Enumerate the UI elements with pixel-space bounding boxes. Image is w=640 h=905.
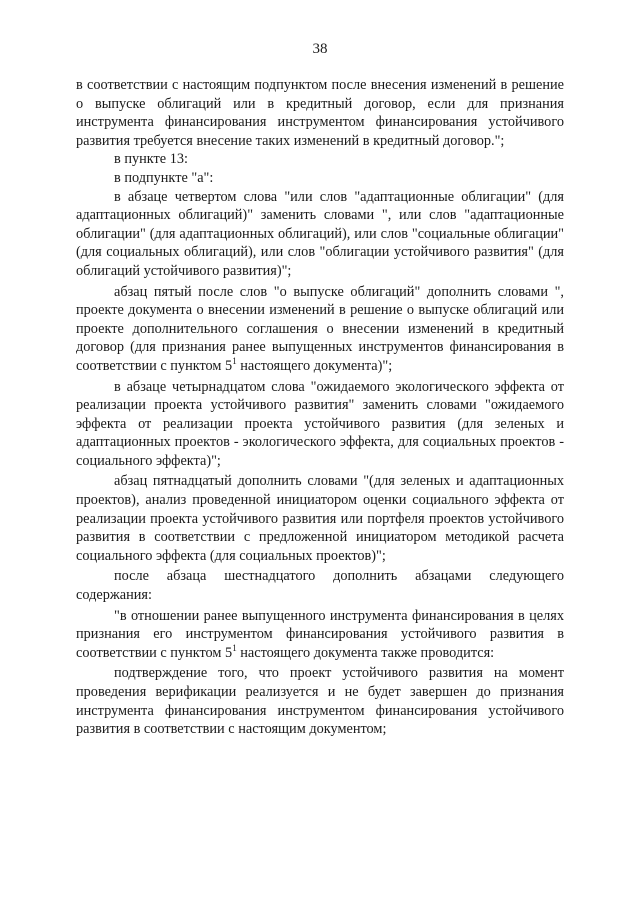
superscript-1: 1 xyxy=(232,643,237,654)
paragraph-continuation: в соответствии с настоящим подпунктом после внесения изменений в решение о выпуске облигаций или в кредитный договор, если для признания инструмента финансирования инструментом финансирования устойчивого развития требуется внесение таких изменений в кредитный договор."; xyxy=(76,77,564,149)
paragraph-verification: подтверждение того, что проект устойчивого развития на момент проведения верификации реализуется и не будет завершен до признания инструмента финансирования инструментом финансирования устойчивого развития в соответствии с настоящим документом; xyxy=(76,665,564,738)
paragraph-abzac-15: абзац пятнадцатый дополнить словами "(для зеленых и адаптационных проектов), анализ проведенной инициатором оценки социального эффекта от реализации проекта устойчивого развития или портфеля проектов устойчивого развития в соответствии с предложенной инициатором методикой расчета социального эффекта (для социальных проектов)"; xyxy=(76,473,564,564)
paragraph-abzac-5-tail: настоящего документа)"; xyxy=(236,357,393,374)
paragraph-abzac-5 xyxy=(76,283,564,376)
paragraph-abzac-4: в абзаце четвертом слова "или слов "адаптационные облигации" (для адаптационных облигаций)" заменить словами ", или слов "адаптационные облигации" (для адаптационных облигаций), или слов "социальные облигации" (для социальных облигаций), или слов "облигации устойчивого развития" (для облигаций устойчивого развития)"; xyxy=(76,188,564,279)
page-number: 38 xyxy=(312,41,328,57)
paragraph-quoted-tail: настоящего документа также проводится: xyxy=(236,644,495,661)
paragraph-abzac-14: в абзаце четырнадцатом слова "ожидаемого экологического эффекта от реализации проекта устойчивого развития" заменить словами "ожидаемого эффекта от реализации проекта устойчивого развития (для зеленых и адаптационных проектов - экологического эффекта, для социальных проектов - социального эффекта)"; xyxy=(76,378,564,469)
paragraph-abzac-16: после абзаца шестнадцатого дополнить абзацами следующего содержания: xyxy=(76,568,564,604)
paragraph-subpoint-a: в подпункте "а": xyxy=(114,169,214,186)
paragraph-quoted-start xyxy=(76,607,564,663)
paragraph-abzac-5-text: абзац пятый после слов "о выпуске облигаций" дополнить словами ", проекте документа о внесении изменений в решение о выпуске облигаций или проекте дополнительного соглашения о внесении изменений в кредитный договор (для признания ранее выпущенных инструментов финансирования в соответствии с пунктом 5 xyxy=(76,283,564,374)
paragraph-point-13: в пункте 13: xyxy=(114,151,188,168)
paragraph-quoted-text: "в отношении ранее выпущенного инструмента финансирования в целях признания его инструментом финансирования устойчивого развития в соответствии с пунктом 5 xyxy=(76,607,564,661)
document-body xyxy=(76,76,564,739)
superscript-1: 1 xyxy=(232,356,237,367)
